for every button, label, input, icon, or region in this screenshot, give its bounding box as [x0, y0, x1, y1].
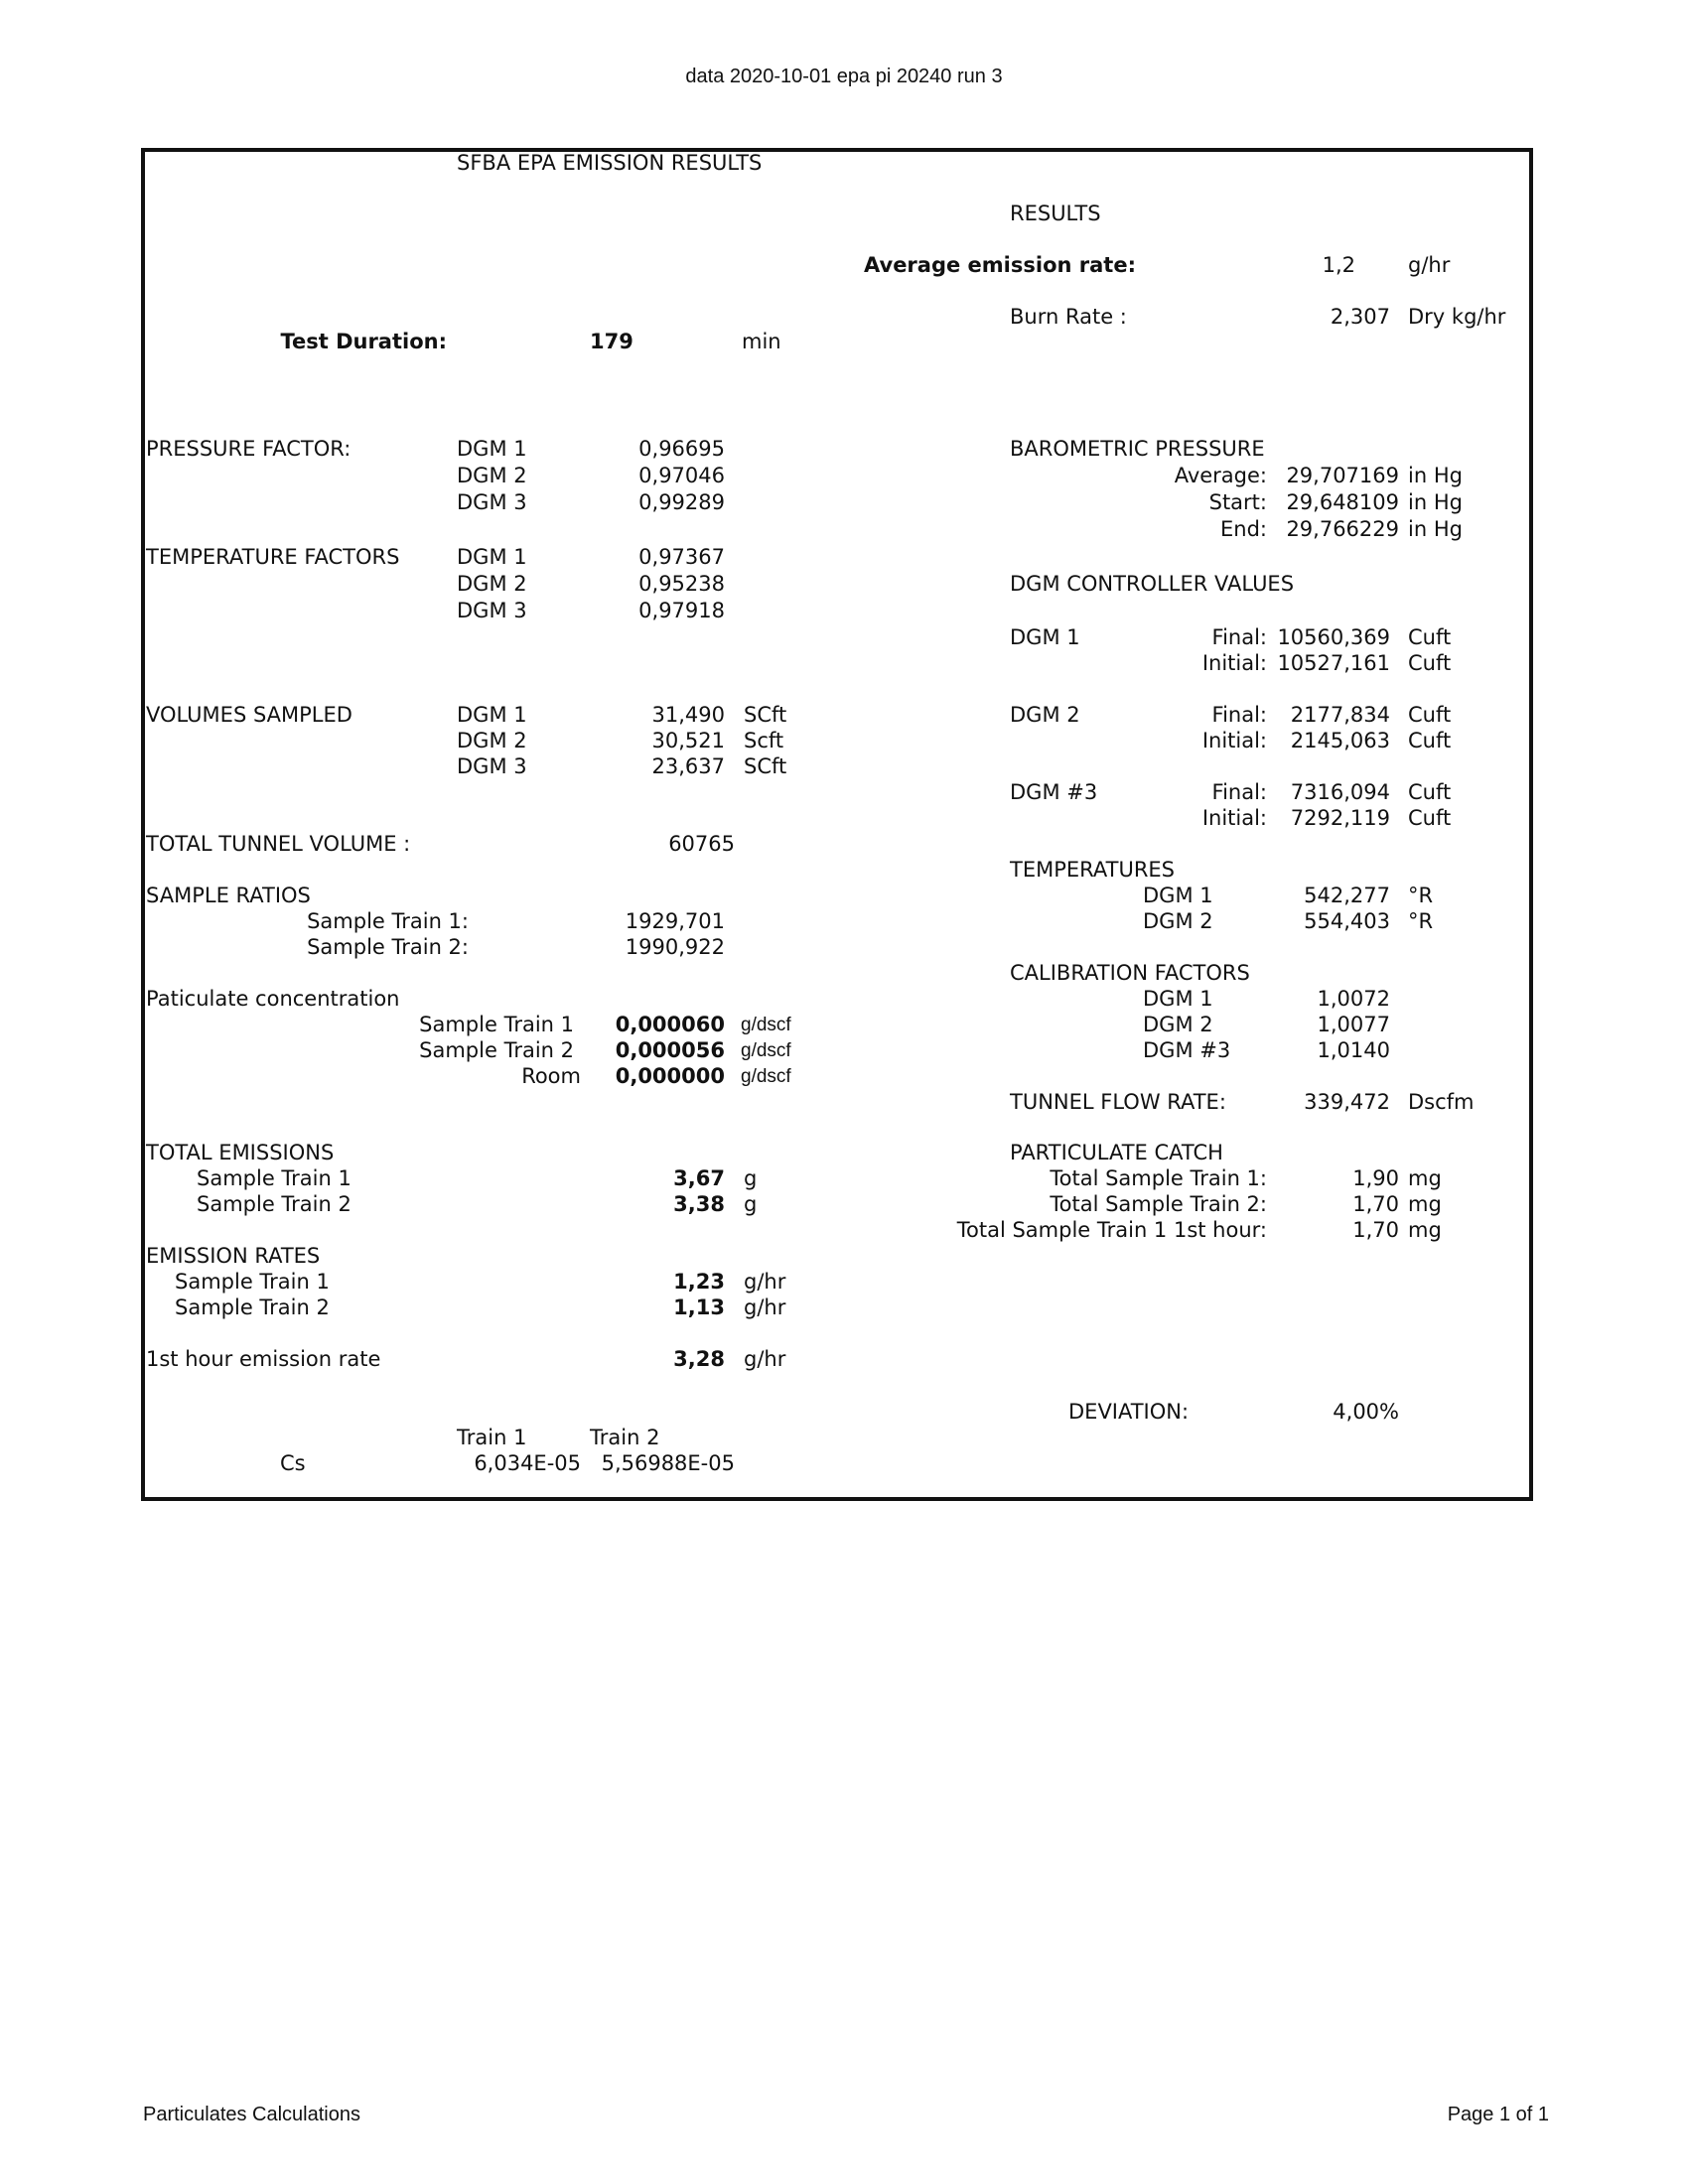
volume-dgm-1: DGM 1 — [457, 703, 527, 727]
total-emission-name-2: Sample Train 2 — [197, 1192, 352, 1216]
burn-rate-label: Burn Rate : — [1010, 305, 1127, 329]
calibration-value-3: 1,0140 — [1317, 1038, 1390, 1062]
baro-value-1: 29,707169 — [1286, 464, 1399, 487]
catch-value-2: 1,70 — [1352, 1192, 1399, 1216]
temp-factor-dgm-1: DGM 1 — [457, 545, 527, 569]
baro-value-2: 29,648109 — [1286, 490, 1399, 514]
page-header: data 2020-10-01 epa pi 20240 run 3 — [685, 66, 1003, 87]
report-title: SFBA EPA EMISSION RESULTS — [457, 151, 763, 175]
pressure-dgm-2: DGM 2 — [457, 464, 527, 487]
volume-value-2: 30,521 — [651, 729, 725, 752]
controller-initial-label-3: Initial: — [1201, 806, 1267, 830]
temperature-factors-label: TEMPERATURE FACTORS — [146, 545, 400, 569]
pressure-value-1: 0,96695 — [638, 437, 725, 461]
temperature-value-1: 542,277 — [1304, 884, 1390, 907]
volume-unit-3: SCft — [744, 754, 787, 778]
cs-train2-value: 5,56988E-05 — [601, 1451, 735, 1475]
volume-dgm-3: DGM 3 — [457, 754, 527, 778]
calibration-dgm-2: DGM 2 — [1143, 1013, 1213, 1036]
cs-label: Cs — [280, 1451, 306, 1475]
total-tunnel-volume-label: TOTAL TUNNEL VOLUME : — [146, 832, 411, 856]
deviation-label: DEVIATION: — [1068, 1400, 1190, 1424]
controller-initial-value-2: 2145,063 — [1290, 729, 1390, 752]
temperature-dgm-2: DGM 2 — [1143, 909, 1213, 933]
temperature-value-2: 554,403 — [1304, 909, 1390, 933]
total-emission-unit-1: g — [744, 1166, 758, 1190]
calibration-dgm-3: DGM #3 — [1143, 1038, 1231, 1062]
concentration-value-1: 0,000060 — [615, 1013, 725, 1036]
temperature-unit-1: °R — [1408, 884, 1434, 907]
total-emission-value-2: 3,38 — [673, 1192, 725, 1216]
sample-ratio-name-2: Sample Train 2: — [307, 935, 469, 959]
catch-name-3: Total Sample Train 1 1st hour: — [956, 1218, 1267, 1242]
emission-rate-name-1: Sample Train 1 — [175, 1270, 330, 1294]
volume-value-3: 23,637 — [651, 754, 725, 778]
controller-final-label-3: Final: — [1211, 780, 1267, 804]
baro-name-1: Average: — [1174, 464, 1267, 487]
calibration-dgm-1: DGM 1 — [1143, 987, 1213, 1011]
controller-final-unit-1: Cuft — [1408, 625, 1452, 649]
catch-value-1: 1,90 — [1352, 1166, 1399, 1190]
controller-initial-label-1: Initial: — [1201, 651, 1267, 675]
avg-emission-label: Average emission rate: — [864, 253, 1136, 277]
burn-rate-unit: Dry kg/hr — [1408, 305, 1506, 329]
volume-unit-1: SCft — [744, 703, 787, 727]
sample-ratio-value-2: 1990,922 — [625, 935, 725, 959]
temp-factor-value-2: 0,95238 — [638, 572, 725, 596]
baro-unit-3: in Hg — [1408, 517, 1463, 541]
tunnel-flow-rate-unit: Dscfm — [1408, 1090, 1475, 1114]
emission-rate-unit-2: g/hr — [744, 1296, 786, 1319]
pressure-dgm-1: DGM 1 — [457, 437, 527, 461]
cs-train2-header: Train 2 — [590, 1426, 660, 1449]
volume-value-1: 31,490 — [651, 703, 725, 727]
controller-final-label-1: Final: — [1211, 625, 1267, 649]
sample-ratios-label: SAMPLE RATIOS — [146, 884, 311, 907]
concentration-value-3: 0,000000 — [615, 1064, 725, 1088]
baro-name-2: Start: — [1208, 490, 1267, 514]
total-emission-unit-2: g — [744, 1192, 758, 1216]
tunnel-flow-rate-label: TUNNEL FLOW RATE: — [1010, 1090, 1226, 1114]
total-emissions-label: TOTAL EMISSIONS — [146, 1141, 335, 1164]
controller-dgm-3: DGM #3 — [1010, 780, 1098, 804]
emission-rate-name-2: Sample Train 2 — [175, 1296, 330, 1319]
controller-dgm-1: DGM 1 — [1010, 625, 1080, 649]
test-duration-unit: min — [742, 330, 781, 353]
temp-factor-dgm-3: DGM 3 — [457, 599, 527, 622]
concentration-name-2: Sample Train 2 — [419, 1038, 574, 1062]
calibration-value-2: 1,0077 — [1317, 1013, 1390, 1036]
concentration-unit-3: g/dscf — [741, 1066, 791, 1087]
controller-initial-value-1: 10527,161 — [1277, 651, 1390, 675]
total-emission-name-1: Sample Train 1 — [197, 1166, 352, 1190]
catch-name-1: Total Sample Train 1: — [1050, 1166, 1267, 1190]
temperatures-label: TEMPERATURES — [1010, 858, 1176, 882]
controller-initial-unit-1: Cuft — [1408, 651, 1452, 675]
pressure-dgm-3: DGM 3 — [457, 490, 527, 514]
temperature-dgm-1: DGM 1 — [1143, 884, 1213, 907]
controller-dgm-2: DGM 2 — [1010, 703, 1080, 727]
particulate-catch-label: PARTICULATE CATCH — [1010, 1141, 1223, 1164]
pressure-value-3: 0,99289 — [638, 490, 725, 514]
catch-name-2: Total Sample Train 2: — [1050, 1192, 1267, 1216]
volume-dgm-2: DGM 2 — [457, 729, 527, 752]
avg-emission-unit: g/hr — [1408, 253, 1451, 277]
concentration-unit-1: g/dscf — [741, 1015, 791, 1035]
pressure-factor-label: PRESSURE FACTOR: — [146, 437, 352, 461]
total-emission-value-1: 3,67 — [673, 1166, 725, 1190]
baro-value-3: 29,766229 — [1286, 517, 1399, 541]
controller-final-value-1: 10560,369 — [1277, 625, 1390, 649]
deviation-value: 4,00% — [1333, 1400, 1399, 1424]
pressure-value-2: 0,97046 — [638, 464, 725, 487]
first-hour-label: 1st hour emission rate — [146, 1347, 381, 1371]
catch-unit-1: mg — [1408, 1166, 1442, 1190]
baro-name-3: End: — [1220, 517, 1267, 541]
results-label: RESULTS — [1010, 202, 1101, 225]
first-hour-value: 3,28 — [673, 1347, 725, 1371]
volumes-sampled-label: VOLUMES SAMPLED — [146, 703, 352, 727]
test-duration-value: 179 — [590, 330, 633, 353]
tunnel-flow-rate-value: 339,472 — [1304, 1090, 1390, 1114]
controller-initial-unit-3: Cuft — [1408, 806, 1452, 830]
concentration-name-1: Sample Train 1 — [419, 1013, 574, 1036]
controller-final-label-2: Final: — [1211, 703, 1267, 727]
total-tunnel-volume-value: 60765 — [668, 832, 735, 856]
catch-unit-3: mg — [1408, 1218, 1442, 1242]
catch-unit-2: mg — [1408, 1192, 1442, 1216]
baro-unit-1: in Hg — [1408, 464, 1463, 487]
emission-rate-unit-1: g/hr — [744, 1270, 786, 1294]
temp-factor-value-3: 0,97918 — [638, 599, 725, 622]
barometric-pressure-label: BAROMETRIC PRESSURE — [1010, 437, 1265, 461]
controller-initial-unit-2: Cuft — [1408, 729, 1452, 752]
sample-ratio-name-1: Sample Train 1: — [307, 909, 469, 933]
controller-final-value-2: 2177,834 — [1290, 703, 1390, 727]
sample-ratio-value-1: 1929,701 — [625, 909, 725, 933]
catch-value-3: 1,70 — [1352, 1218, 1399, 1242]
concentration-unit-2: g/dscf — [741, 1040, 791, 1061]
first-hour-unit: g/hr — [744, 1347, 786, 1371]
temp-factor-dgm-2: DGM 2 — [457, 572, 527, 596]
controller-initial-value-3: 7292,119 — [1290, 806, 1390, 830]
calibration-factors-label: CALIBRATION FACTORS — [1010, 961, 1250, 985]
concentration-value-2: 0,000056 — [615, 1038, 725, 1062]
cs-train1-header: Train 1 — [457, 1426, 527, 1449]
controller-final-unit-2: Cuft — [1408, 703, 1452, 727]
baro-unit-2: in Hg — [1408, 490, 1463, 514]
test-duration-label: Test Duration: — [280, 330, 447, 353]
emission-rates-label: EMISSION RATES — [146, 1244, 321, 1268]
volume-unit-2: Scft — [744, 729, 784, 752]
controller-initial-label-2: Initial: — [1201, 729, 1267, 752]
footer-page-number: Page 1 of 1 — [1447, 2104, 1549, 2125]
cs-train1-value: 6,034E-05 — [474, 1451, 581, 1475]
controller-final-value-3: 7316,094 — [1290, 780, 1390, 804]
avg-emission-value: 1,2 — [1322, 253, 1355, 277]
concentration-name-3: Room — [521, 1064, 581, 1088]
temperature-unit-2: °R — [1408, 909, 1434, 933]
calibration-value-1: 1,0072 — [1317, 987, 1390, 1011]
burn-rate-value: 2,307 — [1330, 305, 1390, 329]
emission-rate-value-1: 1,23 — [673, 1270, 725, 1294]
dgm-controller-label: DGM CONTROLLER VALUES — [1010, 572, 1295, 596]
controller-final-unit-3: Cuft — [1408, 780, 1452, 804]
emission-rate-value-2: 1,13 — [673, 1296, 725, 1319]
footer-left: Particulates Calculations — [143, 2104, 360, 2125]
temp-factor-value-1: 0,97367 — [638, 545, 725, 569]
particulate-concentration-label: Paticulate concentration — [146, 987, 400, 1011]
